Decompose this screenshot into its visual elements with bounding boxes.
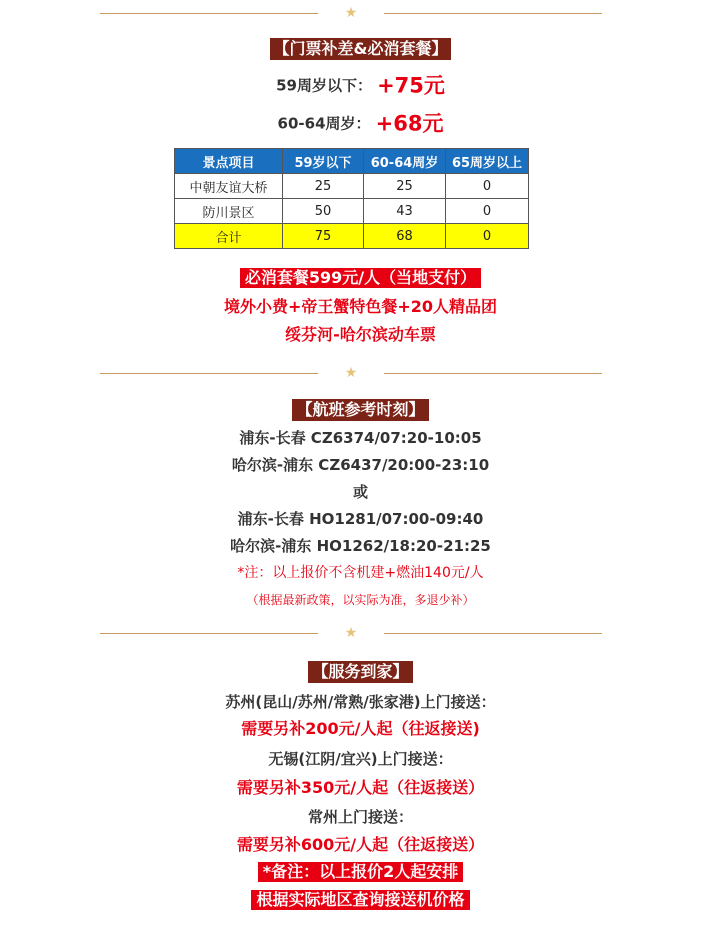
star-icon: ★ xyxy=(344,625,358,641)
section-divider xyxy=(100,7,602,21)
suzhou-price: 需要另补200元/人起（往返接送) xyxy=(241,719,480,738)
divider-line-right xyxy=(384,13,602,14)
flight-line-4: 哈尔滨-浦东 HO1262/18:20-21:25 xyxy=(230,537,491,555)
table-cell: 防川景区 xyxy=(175,199,283,224)
section-divider xyxy=(100,627,602,641)
tickets-header-row xyxy=(0,38,721,60)
suzhou-label: 苏州(昆山/苏州/常熟/张家港)上门接送： xyxy=(225,693,496,711)
table-cell: 25 xyxy=(364,174,446,199)
remark-highlight-row xyxy=(0,862,721,882)
table-cell: 0 xyxy=(446,224,529,249)
divider-line-left xyxy=(100,373,318,374)
price-under59-row xyxy=(0,70,721,101)
table-cell: 合计 xyxy=(175,224,283,249)
remark-highlight: *备注：以上报价2人起安排 xyxy=(258,862,464,882)
flight-fee-note: *注：以上报价不含机建+燃油140元/人 xyxy=(237,565,484,581)
table-row xyxy=(175,174,529,199)
tickets-header: 【门票补差&必消套餐】 xyxy=(270,38,452,60)
price-under59-label: 59周岁以下： xyxy=(276,76,372,95)
ticket-price-table xyxy=(174,148,529,249)
table-cell: 50 xyxy=(283,199,364,224)
flight-policy-note: （根据最新政策，以实际为准，多退少补） xyxy=(246,593,475,607)
price-under59-value: +75元 xyxy=(377,73,445,98)
column-header: 60-64周岁 xyxy=(364,149,446,174)
divider-line-right xyxy=(384,373,602,374)
price-60-64-label: 60-64周岁： xyxy=(277,114,371,133)
divider-line-left xyxy=(100,633,318,634)
package-line1: 境外小费+帝王蟹特色餐+20人精品团 xyxy=(223,297,498,316)
flights-header-row xyxy=(0,399,721,421)
table-cell: 25 xyxy=(283,174,364,199)
changzhou-label: 常州上门接送： xyxy=(307,808,413,826)
service-header: 【服务到家】 xyxy=(308,661,412,683)
query-highlight-row xyxy=(0,890,721,910)
service-header-row xyxy=(0,661,721,683)
price-60-64-value: +68元 xyxy=(375,111,444,136)
package-highlight: 必消套餐599元/人（当地支付） xyxy=(240,268,481,288)
column-header: 65周岁以上 xyxy=(446,149,529,174)
flight-line-3: 浦东-长春 HO1281/07:00-09:40 xyxy=(237,510,484,528)
table-cell: 75 xyxy=(283,224,364,249)
table-row xyxy=(175,199,529,224)
table-header-row xyxy=(175,149,529,174)
table-cell: 43 xyxy=(364,199,446,224)
changzhou-price: 需要另补600元/人起（往返接送） xyxy=(236,835,485,854)
wuxi-price: 需要另补350元/人起（往返接送） xyxy=(236,778,485,797)
star-icon: ★ xyxy=(344,365,358,381)
wuxi-label: 无锡(江阴/宜兴)上门接送： xyxy=(268,750,453,768)
flight-line-1: 浦东-长春 CZ6374/07:20-10:05 xyxy=(239,429,482,447)
star-icon: ★ xyxy=(344,5,358,21)
price-60-64-row xyxy=(0,108,721,139)
table-total-row xyxy=(175,224,529,249)
package-highlight-row xyxy=(0,268,721,288)
table-cell: 中朝友谊大桥 xyxy=(175,174,283,199)
table-cell: 68 xyxy=(364,224,446,249)
divider-line-right xyxy=(384,633,602,634)
table-cell: 0 xyxy=(446,174,529,199)
flights-header: 【航班参考时刻】 xyxy=(292,399,428,421)
table-cell: 0 xyxy=(446,199,529,224)
column-header: 景点项目 xyxy=(175,149,283,174)
package-line2: 绥芬河-哈尔滨动车票 xyxy=(285,325,436,344)
flight-or: 或 xyxy=(352,483,368,501)
divider-line-left xyxy=(100,13,318,14)
section-divider xyxy=(100,367,602,381)
flight-line-2: 哈尔滨-浦东 CZ6437/20:00-23:10 xyxy=(231,456,490,474)
query-highlight: 根据实际地区查询接送机价格 xyxy=(251,890,469,910)
column-header: 59岁以下 xyxy=(283,149,364,174)
